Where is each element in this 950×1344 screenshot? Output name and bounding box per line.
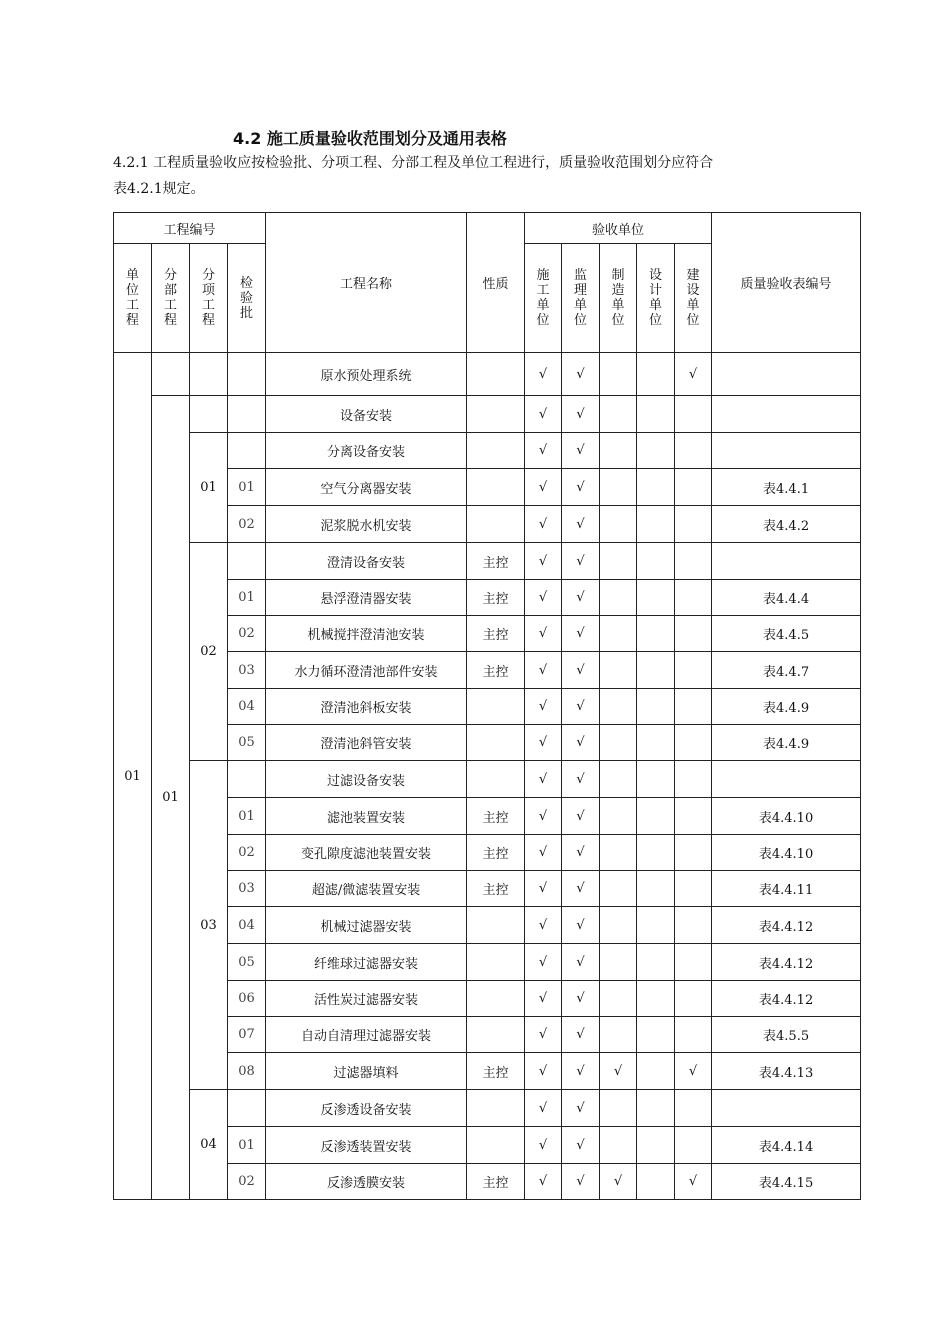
owner-check [675,761,712,798]
manufacturing-check [600,689,637,725]
construction-check: √ [525,1127,562,1164]
nature-cell [467,506,525,543]
manufacturing-check [600,981,637,1017]
batch-cell: 01 [228,798,266,835]
project-name-cell: 反渗透装置安装 [266,1127,467,1164]
design-check [637,616,675,652]
owner-check [675,981,712,1017]
header-manufacturing-unit [600,244,637,353]
construction-check: √ [525,433,562,469]
header-acceptance-units: 验收单位 [525,213,712,244]
form-no-cell: 表4.4.10 [712,835,861,871]
construction-check: √ [525,1090,562,1127]
owner-check [675,835,712,871]
form-no-cell [712,396,861,433]
batch-cell [228,543,266,580]
nature-cell [467,981,525,1017]
design-check [637,433,675,469]
item-code-cell: 04 [190,1090,228,1200]
unit-code-cell: 01 [114,353,152,1200]
section-title: 4.2 施工质量验收范围划分及通用表格 [233,129,507,148]
design-check [637,353,675,396]
sub-code-cell-empty [152,353,190,396]
project-name-cell: 悬浮澄清器安装 [266,580,467,616]
header-name: 工程名称 [266,213,467,353]
design-check [637,798,675,835]
manufacturing-check [600,433,637,469]
form-no-cell: 表4.4.2 [712,506,861,543]
supervision-check: √ [562,907,600,944]
manufacturing-check [600,396,637,433]
construction-check: √ [525,506,562,543]
table-body [114,213,861,1200]
supervision-check: √ [562,1090,600,1127]
header-owner-unit-text: 建设单位 [686,268,700,328]
nature-cell [467,761,525,798]
header-project-no: 工程编号 [114,213,266,244]
manufacturing-check [600,761,637,798]
project-name-cell: 原水预处理系统 [266,353,467,396]
supervision-check: √ [562,761,600,798]
form-no-cell [712,543,861,580]
batch-cell [228,761,266,798]
design-check [637,689,675,725]
form-no-cell [712,353,861,396]
intro-paragraph [113,150,843,202]
project-name-cell: 超滤/微滤装置安装 [266,871,467,907]
owner-check [675,944,712,981]
manufacturing-check [600,944,637,981]
table-row [114,396,861,433]
form-no-cell: 表4.4.13 [712,1053,861,1090]
form-no-cell: 表4.4.10 [712,798,861,835]
batch-cell: 01 [228,469,266,506]
batch-cell [228,1090,266,1127]
design-check [637,1164,675,1200]
form-no-cell: 表4.4.14 [712,1127,861,1164]
manufacturing-check [600,652,637,689]
form-no-cell: 表4.4.11 [712,871,861,907]
batch-cell: 02 [228,616,266,652]
design-check [637,396,675,433]
batch-cell: 07 [228,1017,266,1053]
form-no-cell: 表4.4.15 [712,1164,861,1200]
manufacturing-check [600,725,637,761]
batch-cell: 06 [228,981,266,1017]
batch-cell: 03 [228,652,266,689]
nature-cell [467,1017,525,1053]
manufacturing-check [600,1090,637,1127]
owner-check [675,725,712,761]
owner-check: √ [675,1164,712,1200]
project-name-cell: 设备安装 [266,396,467,433]
batch-cell: 02 [228,835,266,871]
project-name-cell: 澄清池斜管安装 [266,725,467,761]
construction-check: √ [525,1053,562,1090]
form-no-cell: 表4.4.9 [712,689,861,725]
design-check [637,469,675,506]
form-no-cell: 表4.4.5 [712,616,861,652]
owner-check [675,1127,712,1164]
acceptance-scope-table [113,212,861,1200]
nature-cell: 主控 [467,652,525,689]
owner-check [675,580,712,616]
owner-check [675,871,712,907]
manufacturing-check [600,798,637,835]
batch-cell: 04 [228,907,266,944]
header-nature: 性质 [467,213,525,353]
owner-check [675,396,712,433]
manufacturing-check: √ [600,1053,637,1090]
manufacturing-check [600,353,637,396]
nature-cell [467,907,525,944]
manufacturing-check [600,543,637,580]
header-design-unit [637,244,675,353]
header-row-1 [114,213,861,244]
construction-check: √ [525,353,562,396]
nature-cell [467,725,525,761]
construction-check: √ [525,725,562,761]
nature-cell [467,433,525,469]
batch-cell: 02 [228,506,266,543]
form-no-cell [712,433,861,469]
construction-check: √ [525,616,562,652]
design-check [637,835,675,871]
owner-check [675,1017,712,1053]
manufacturing-check [600,871,637,907]
header-item-project [190,244,228,353]
project-name-cell: 反渗透设备安装 [266,1090,467,1127]
construction-check: √ [525,761,562,798]
nature-cell: 主控 [467,835,525,871]
manufacturing-check [600,1017,637,1053]
owner-check [675,433,712,469]
manufacturing-check [600,580,637,616]
project-name-cell: 澄清池斜板安装 [266,689,467,725]
table-row [114,761,861,798]
form-no-cell: 表4.4.4 [712,580,861,616]
supervision-check: √ [562,1017,600,1053]
manufacturing-check [600,616,637,652]
construction-check: √ [525,469,562,506]
header-design-unit-text: 设计单位 [649,268,663,328]
nature-cell [467,1127,525,1164]
supervision-check: √ [562,835,600,871]
batch-cell [228,353,266,396]
construction-check: √ [525,1164,562,1200]
form-no-cell: 表4.4.12 [712,944,861,981]
form-no-cell: 表4.4.9 [712,725,861,761]
header-manufacturing-unit-text: 制造单位 [611,268,625,328]
supervision-check: √ [562,1164,600,1200]
batch-cell: 03 [228,871,266,907]
header-supervision-unit-text: 监理单位 [574,268,588,328]
owner-check [675,652,712,689]
design-check [637,506,675,543]
design-check [637,652,675,689]
form-no-cell: 表4.4.7 [712,652,861,689]
project-name-cell: 变孔隙度滤池装置安装 [266,835,467,871]
supervision-check: √ [562,506,600,543]
construction-check: √ [525,907,562,944]
project-name-cell: 纤维球过滤器安装 [266,944,467,981]
manufacturing-check [600,1127,637,1164]
nature-cell [467,944,525,981]
intro-line-1: 4.2.1 工程质量验收应按检验批、分项工程、分部工程及单位工程进行，质量验收范围划分应符合 [113,155,714,171]
project-name-cell: 机械搅拌澄清池安装 [266,616,467,652]
owner-check: √ [675,353,712,396]
form-no-cell [712,761,861,798]
header-unit-project-text: 单位工程 [125,268,139,328]
project-name-cell: 泥浆脱水机安装 [266,506,467,543]
nature-cell: 主控 [467,543,525,580]
owner-check: √ [675,1053,712,1090]
header-batch [228,244,266,353]
supervision-check: √ [562,689,600,725]
supervision-check: √ [562,981,600,1017]
nature-cell [467,396,525,433]
design-check [637,1017,675,1053]
supervision-check: √ [562,433,600,469]
nature-cell [467,353,525,396]
item-code-cell: 01 [190,433,228,543]
batch-cell: 04 [228,689,266,725]
table-row [114,543,861,580]
owner-check [675,907,712,944]
header-construction-unit [525,244,562,353]
batch-cell: 05 [228,725,266,761]
construction-check: √ [525,871,562,907]
table-row [114,1090,861,1127]
design-check [637,761,675,798]
manufacturing-check [600,506,637,543]
nature-cell: 主控 [467,871,525,907]
batch-cell: 01 [228,1127,266,1164]
design-check [637,725,675,761]
project-name-cell: 空气分离器安装 [266,469,467,506]
project-name-cell: 澄清设备安装 [266,543,467,580]
form-no-cell: 表4.4.12 [712,907,861,944]
owner-check [675,506,712,543]
supervision-check: √ [562,798,600,835]
construction-check: √ [525,396,562,433]
supervision-check: √ [562,469,600,506]
supervision-check: √ [562,353,600,396]
owner-check [675,616,712,652]
project-name-cell: 水力循环澄清池部件安装 [266,652,467,689]
design-check [637,1053,675,1090]
construction-check: √ [525,1017,562,1053]
construction-check: √ [525,543,562,580]
nature-cell [467,689,525,725]
project-name-cell: 反渗透膜安装 [266,1164,467,1200]
manufacturing-check [600,907,637,944]
batch-cell: 02 [228,1164,266,1200]
project-name-cell: 机械过滤器安装 [266,907,467,944]
design-check [637,907,675,944]
supervision-check: √ [562,652,600,689]
design-check [637,944,675,981]
design-check [637,1127,675,1164]
supervision-check: √ [562,1053,600,1090]
construction-check: √ [525,798,562,835]
form-no-cell: 表4.4.1 [712,469,861,506]
nature-cell: 主控 [467,1053,525,1090]
nature-cell: 主控 [467,580,525,616]
manufacturing-check [600,469,637,506]
project-name-cell: 分离设备安装 [266,433,467,469]
construction-check: √ [525,981,562,1017]
form-no-cell [712,1090,861,1127]
form-no-cell: 表4.4.12 [712,981,861,1017]
supervision-check: √ [562,871,600,907]
owner-check [675,543,712,580]
item-code-cell: 03 [190,761,228,1090]
supervision-check: √ [562,616,600,652]
form-no-cell: 表4.5.5 [712,1017,861,1053]
table-row [114,353,861,396]
project-name-cell: 自动自清理过滤器安装 [266,1017,467,1053]
design-check [637,580,675,616]
construction-check: √ [525,835,562,871]
batch-cell: 08 [228,1053,266,1090]
owner-check [675,798,712,835]
batch-cell [228,396,266,433]
supervision-check: √ [562,725,600,761]
supervision-check: √ [562,543,600,580]
design-check [637,1090,675,1127]
header-item-project-text: 分项工程 [201,268,215,328]
nature-cell: 主控 [467,1164,525,1200]
manufacturing-check: √ [600,1164,637,1200]
item-code-cell-empty [190,396,228,433]
batch-cell: 01 [228,580,266,616]
item-code-cell-empty [190,353,228,396]
project-name-cell: 活性炭过滤器安装 [266,981,467,1017]
construction-check: √ [525,652,562,689]
intro-line-2: 表4.2.1规定。 [113,181,205,197]
supervision-check: √ [562,580,600,616]
header-sub-project-text: 分部工程 [163,268,177,328]
design-check [637,871,675,907]
nature-cell [467,1090,525,1127]
construction-check: √ [525,580,562,616]
supervision-check: √ [562,944,600,981]
header-owner-unit [675,244,712,353]
construction-check: √ [525,689,562,725]
batch-cell: 05 [228,944,266,981]
batch-cell [228,433,266,469]
owner-check [675,1090,712,1127]
nature-cell [467,469,525,506]
manufacturing-check [600,835,637,871]
sub-code-cell: 01 [152,396,190,1200]
item-code-cell: 02 [190,543,228,761]
construction-check: √ [525,944,562,981]
nature-cell: 主控 [467,616,525,652]
table-row [114,433,861,469]
project-name-cell: 过滤器填料 [266,1053,467,1090]
header-construction-unit-text: 施工单位 [536,268,550,328]
header-unit-project [114,244,152,353]
owner-check [675,689,712,725]
header-supervision-unit [562,244,600,353]
header-batch-text: 检验批 [239,275,253,321]
design-check [637,543,675,580]
project-name-cell: 滤池装置安装 [266,798,467,835]
header-sub-project [152,244,190,353]
supervision-check: √ [562,1127,600,1164]
project-name-cell: 过滤设备安装 [266,761,467,798]
design-check [637,981,675,1017]
header-form-no: 质量验收表编号 [712,213,861,353]
owner-check [675,469,712,506]
supervision-check: √ [562,396,600,433]
nature-cell: 主控 [467,798,525,835]
